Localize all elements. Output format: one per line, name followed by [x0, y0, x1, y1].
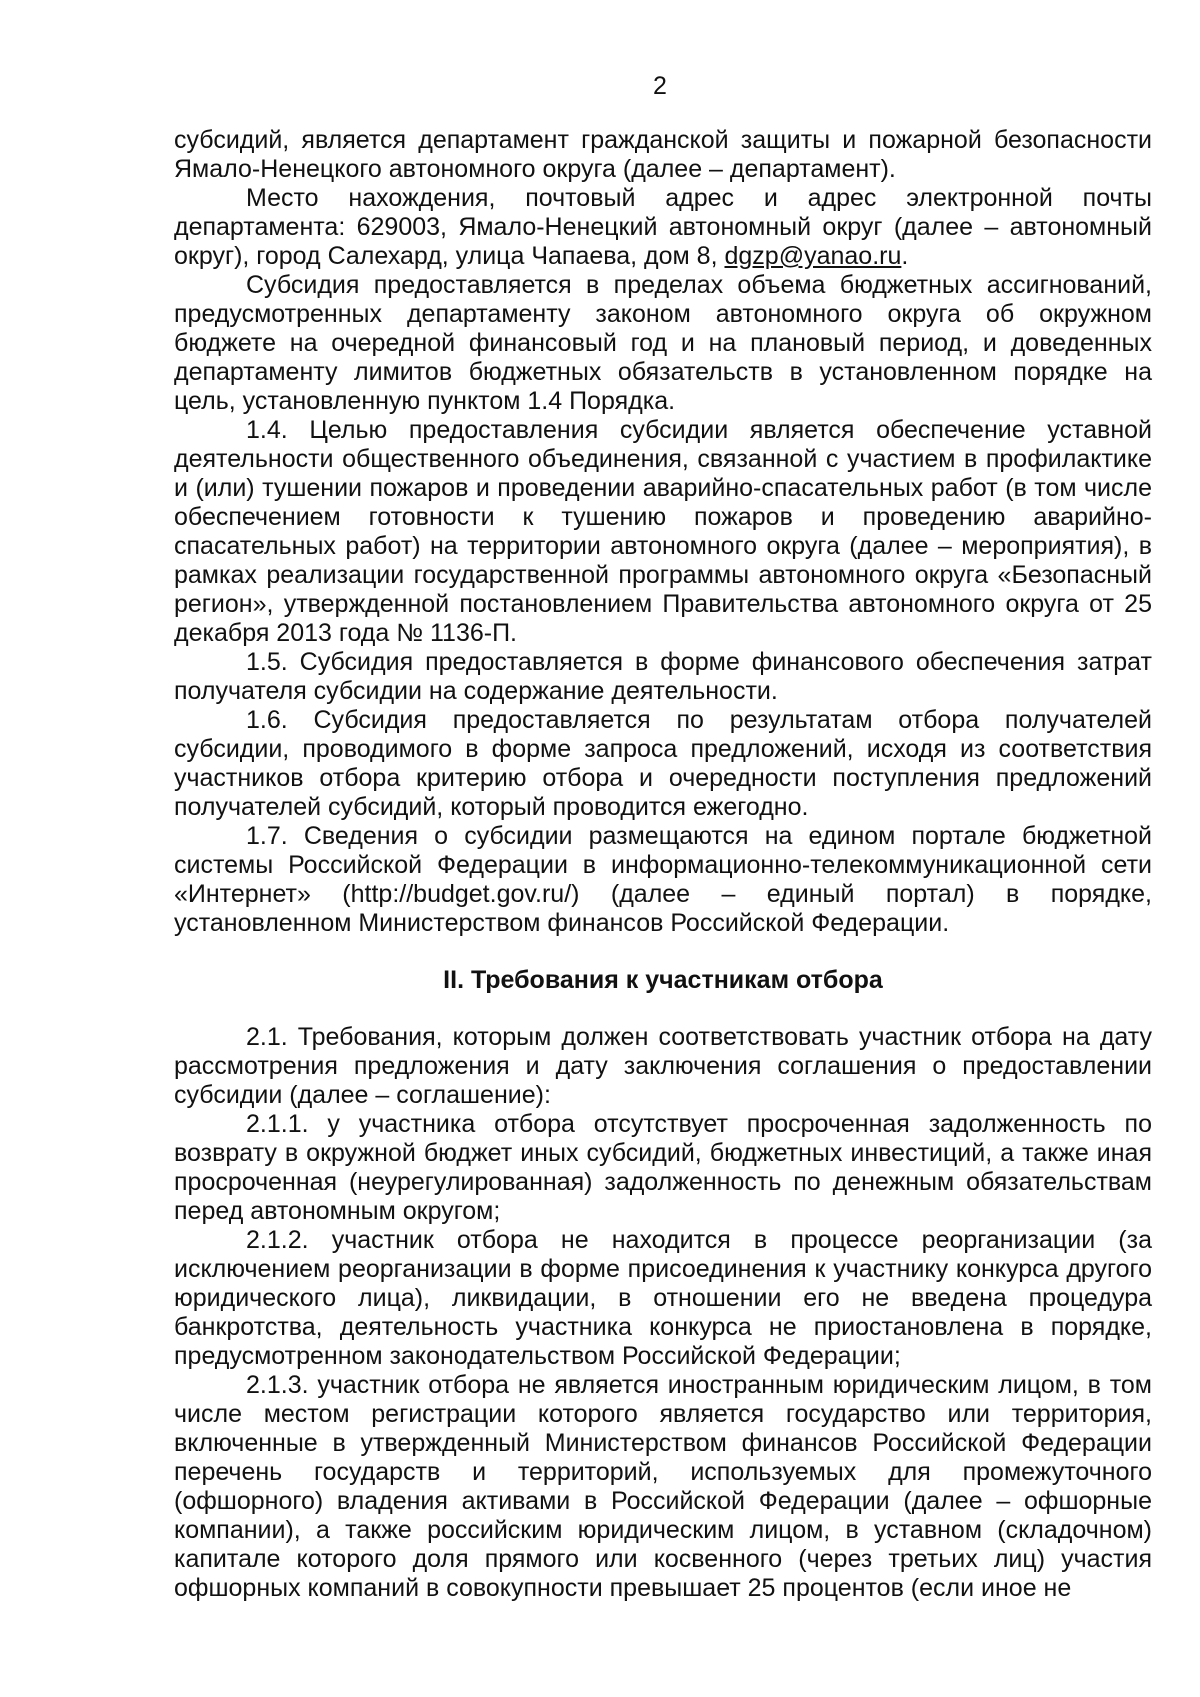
paragraph-1-7: 1.7. Сведения о субсидии размещаются на едином портале бюджетной системы Российской Федерации в информационно-телекоммуникационной сети «Интернет» (http://budget.gov.ru/) (далее – единый портал) в порядке, установленном Министерством финансов Российской Федерации. [174, 822, 1152, 937]
email-suffix: . [901, 242, 909, 270]
document-body [174, 126, 1152, 1603]
paragraph-2-1-1: 2.1.1. у участника отбора отсутствует просроченная задолженность по возврату в окружной бюджет иных субсидий, бюджетных инвестиций, а также иная просроченная (неурегулированная) задолженность по денежным обязательствам перед автономным округом; [174, 1110, 1152, 1225]
paragraph-1-5: 1.5. Субсидия предоставляется в форме финансового обеспечения затрат получателя субсидии на содержание деятельности. [174, 648, 1152, 705]
section-heading: II. Требования к участникам отбора [443, 966, 883, 994]
address-text: Место нахождения, почтовый адрес и адрес электронной почты департамента: 629003, Ямало-Ненецкий автономный округ (далее – автономный округ), город Салехард, улица Чапаева, дом 8, [174, 184, 1152, 270]
paragraph-budget: Субсидия предоставляется в пределах объема бюджетных ассигнований, предусмотренных департаменту законом автономного округа об окружном бюджете на очередной финансовый год и на плановый период, и доведенных департаменту лимитов бюджетных обязательств в установленном порядке на цель, установленную пунктом 1.4 Порядка. [174, 271, 1152, 415]
paragraph-continuation: субсидий, является департамент гражданской защиты и пожарной безопасности Ямало-Ненецкого автономного округа (далее – департамент). [174, 126, 1152, 183]
page-number: 2 [653, 72, 667, 100]
paragraph-2-1-3: 2.1.3. участник отбора не является иностранным юридическим лицом, в том числе местом регистрации которого является государство или территория, включенные в утвержденный Министерством финансов Российской Федерации перечень государств и территорий, используемых для промежуточного (офшорного) владения активами в Российской Федерации (далее – офшорные компании), а также российским юридическим лицом, в уставном (складочном) капитале которого доля прямого или косвенного (через третьих лиц) участия офшорных компаний в совокупности превышает 25 процентов (если иное не [174, 1371, 1152, 1602]
paragraph-2-1-2: 2.1.2. участник отбора не находится в процессе реорганизации (за исключением реорганизации в форме присоединения к участнику конкурса другого юридического лица), ликвидации, в отношении его не введена процедура банкротства, деятельность участника конкурса не приостановлена в порядке, предусмотренном законодательством Российской Федерации; [174, 1226, 1152, 1370]
paragraph-2-1: 2.1. Требования, которым должен соответствовать участник отбора на дату рассмотрения предложения и дату заключения соглашения о предоставлении субсидии (далее – соглашение): [174, 1023, 1152, 1109]
paragraph-1-6: 1.6. Субсидия предоставляется по результатам отбора получателей субсидии, проводимого в форме запроса предложений, исходя из соответствия участников отбора критерию отбора и очередности поступления предложений получателей субсидий, который проводится ежегодно. [174, 706, 1152, 821]
paragraph-address [174, 184, 1152, 271]
paragraph-1-4: 1.4. Целью предоставления субсидии является обеспечение уставной деятельности общественного объединения, связанной с участием в профилактике и (или) тушении пожаров и проведении аварийно-спасательных работ (в том числе обеспечением готовности к тушению пожаров и проведению аварийно-спасательных работ) на территории автономного округа (далее – мероприятия), в рамках реализации государственной программы автономного округа «Безопасный регион», утвержденной постановлением Правительства автономного округа от 25 декабря 2013 года № 1136-П. [174, 416, 1152, 647]
email-link[interactable]: dgzp@yanao.ru [724, 242, 902, 270]
